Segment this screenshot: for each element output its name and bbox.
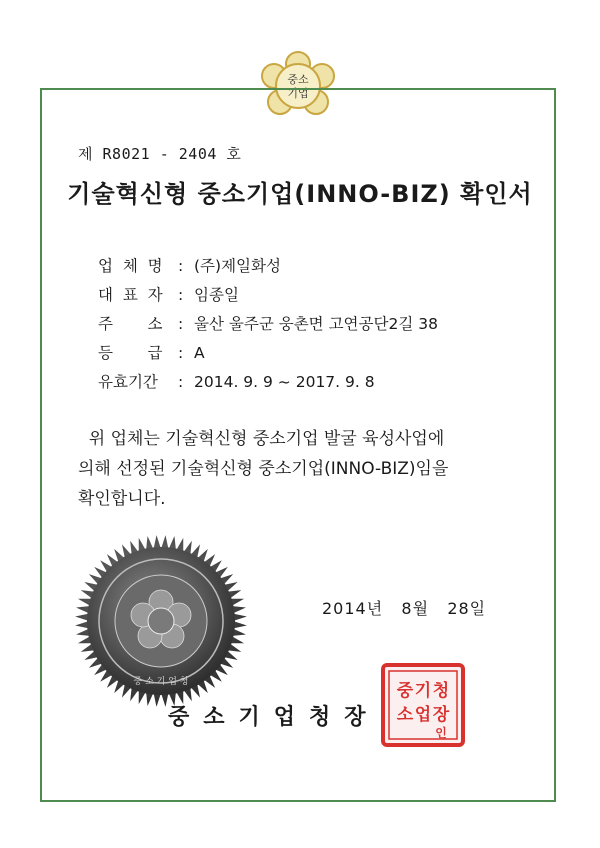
certificate-title: 기술혁신형 중소기업(INNO-BIZ) 확인서 bbox=[67, 180, 533, 208]
info-label: 업 체 명 bbox=[98, 257, 163, 275]
svg-text:기업: 기업 bbox=[287, 87, 309, 100]
info-value: 2014. 9. 9 ~ 2017. 9. 8 bbox=[194, 373, 375, 391]
info-separator: : bbox=[178, 373, 184, 391]
info-label: 주 소 bbox=[98, 315, 163, 333]
issue-date: 2014년 8월 28일 bbox=[322, 599, 487, 618]
svg-text:중: 중 bbox=[396, 681, 414, 701]
info-label: 대 표 자 bbox=[98, 286, 163, 304]
issuer-name: 중소기업청장 bbox=[168, 705, 380, 730]
embossed-seal bbox=[72, 532, 250, 710]
certificate-number: 제 R8021 - 2404 호 bbox=[78, 145, 242, 163]
info-row-company bbox=[98, 254, 281, 276]
info-separator: : bbox=[178, 344, 184, 362]
svg-text:중 소 기 업 청: 중 소 기 업 청 bbox=[133, 677, 189, 687]
certification-statement bbox=[78, 424, 548, 514]
info-row-representative bbox=[98, 283, 239, 305]
svg-text:업: 업 bbox=[414, 705, 432, 725]
info-label: 유효기간 bbox=[98, 373, 158, 391]
info-row-grade bbox=[98, 341, 205, 363]
svg-text:장: 장 bbox=[432, 705, 450, 725]
info-value: 임종일 bbox=[194, 286, 239, 304]
statement-line: 위 업체는 기술혁신형 중소기업 발굴 육성사업에 bbox=[78, 429, 445, 449]
statement-line: 확인합니다. bbox=[78, 489, 166, 509]
svg-text:인: 인 bbox=[435, 726, 447, 740]
svg-text:청: 청 bbox=[432, 681, 450, 701]
info-label: 등 급 bbox=[98, 344, 163, 362]
statement-line: 의해 선정된 기술혁신형 중소기업(INNO-BIZ)임을 bbox=[78, 459, 449, 479]
info-value: 울산 울주군 웅촌면 고연공단2길 38 bbox=[194, 315, 438, 333]
official-red-stamp bbox=[380, 662, 466, 748]
info-separator: : bbox=[178, 286, 184, 304]
svg-text:중소: 중소 bbox=[287, 73, 309, 86]
info-separator: : bbox=[178, 257, 184, 275]
info-value: A bbox=[194, 344, 205, 362]
info-row-validity bbox=[98, 370, 375, 392]
info-value: (주)제일화성 bbox=[194, 257, 281, 275]
info-separator: : bbox=[178, 315, 184, 333]
svg-text:소: 소 bbox=[396, 705, 414, 725]
svg-text:기: 기 bbox=[414, 681, 432, 701]
info-row-address bbox=[98, 312, 438, 334]
